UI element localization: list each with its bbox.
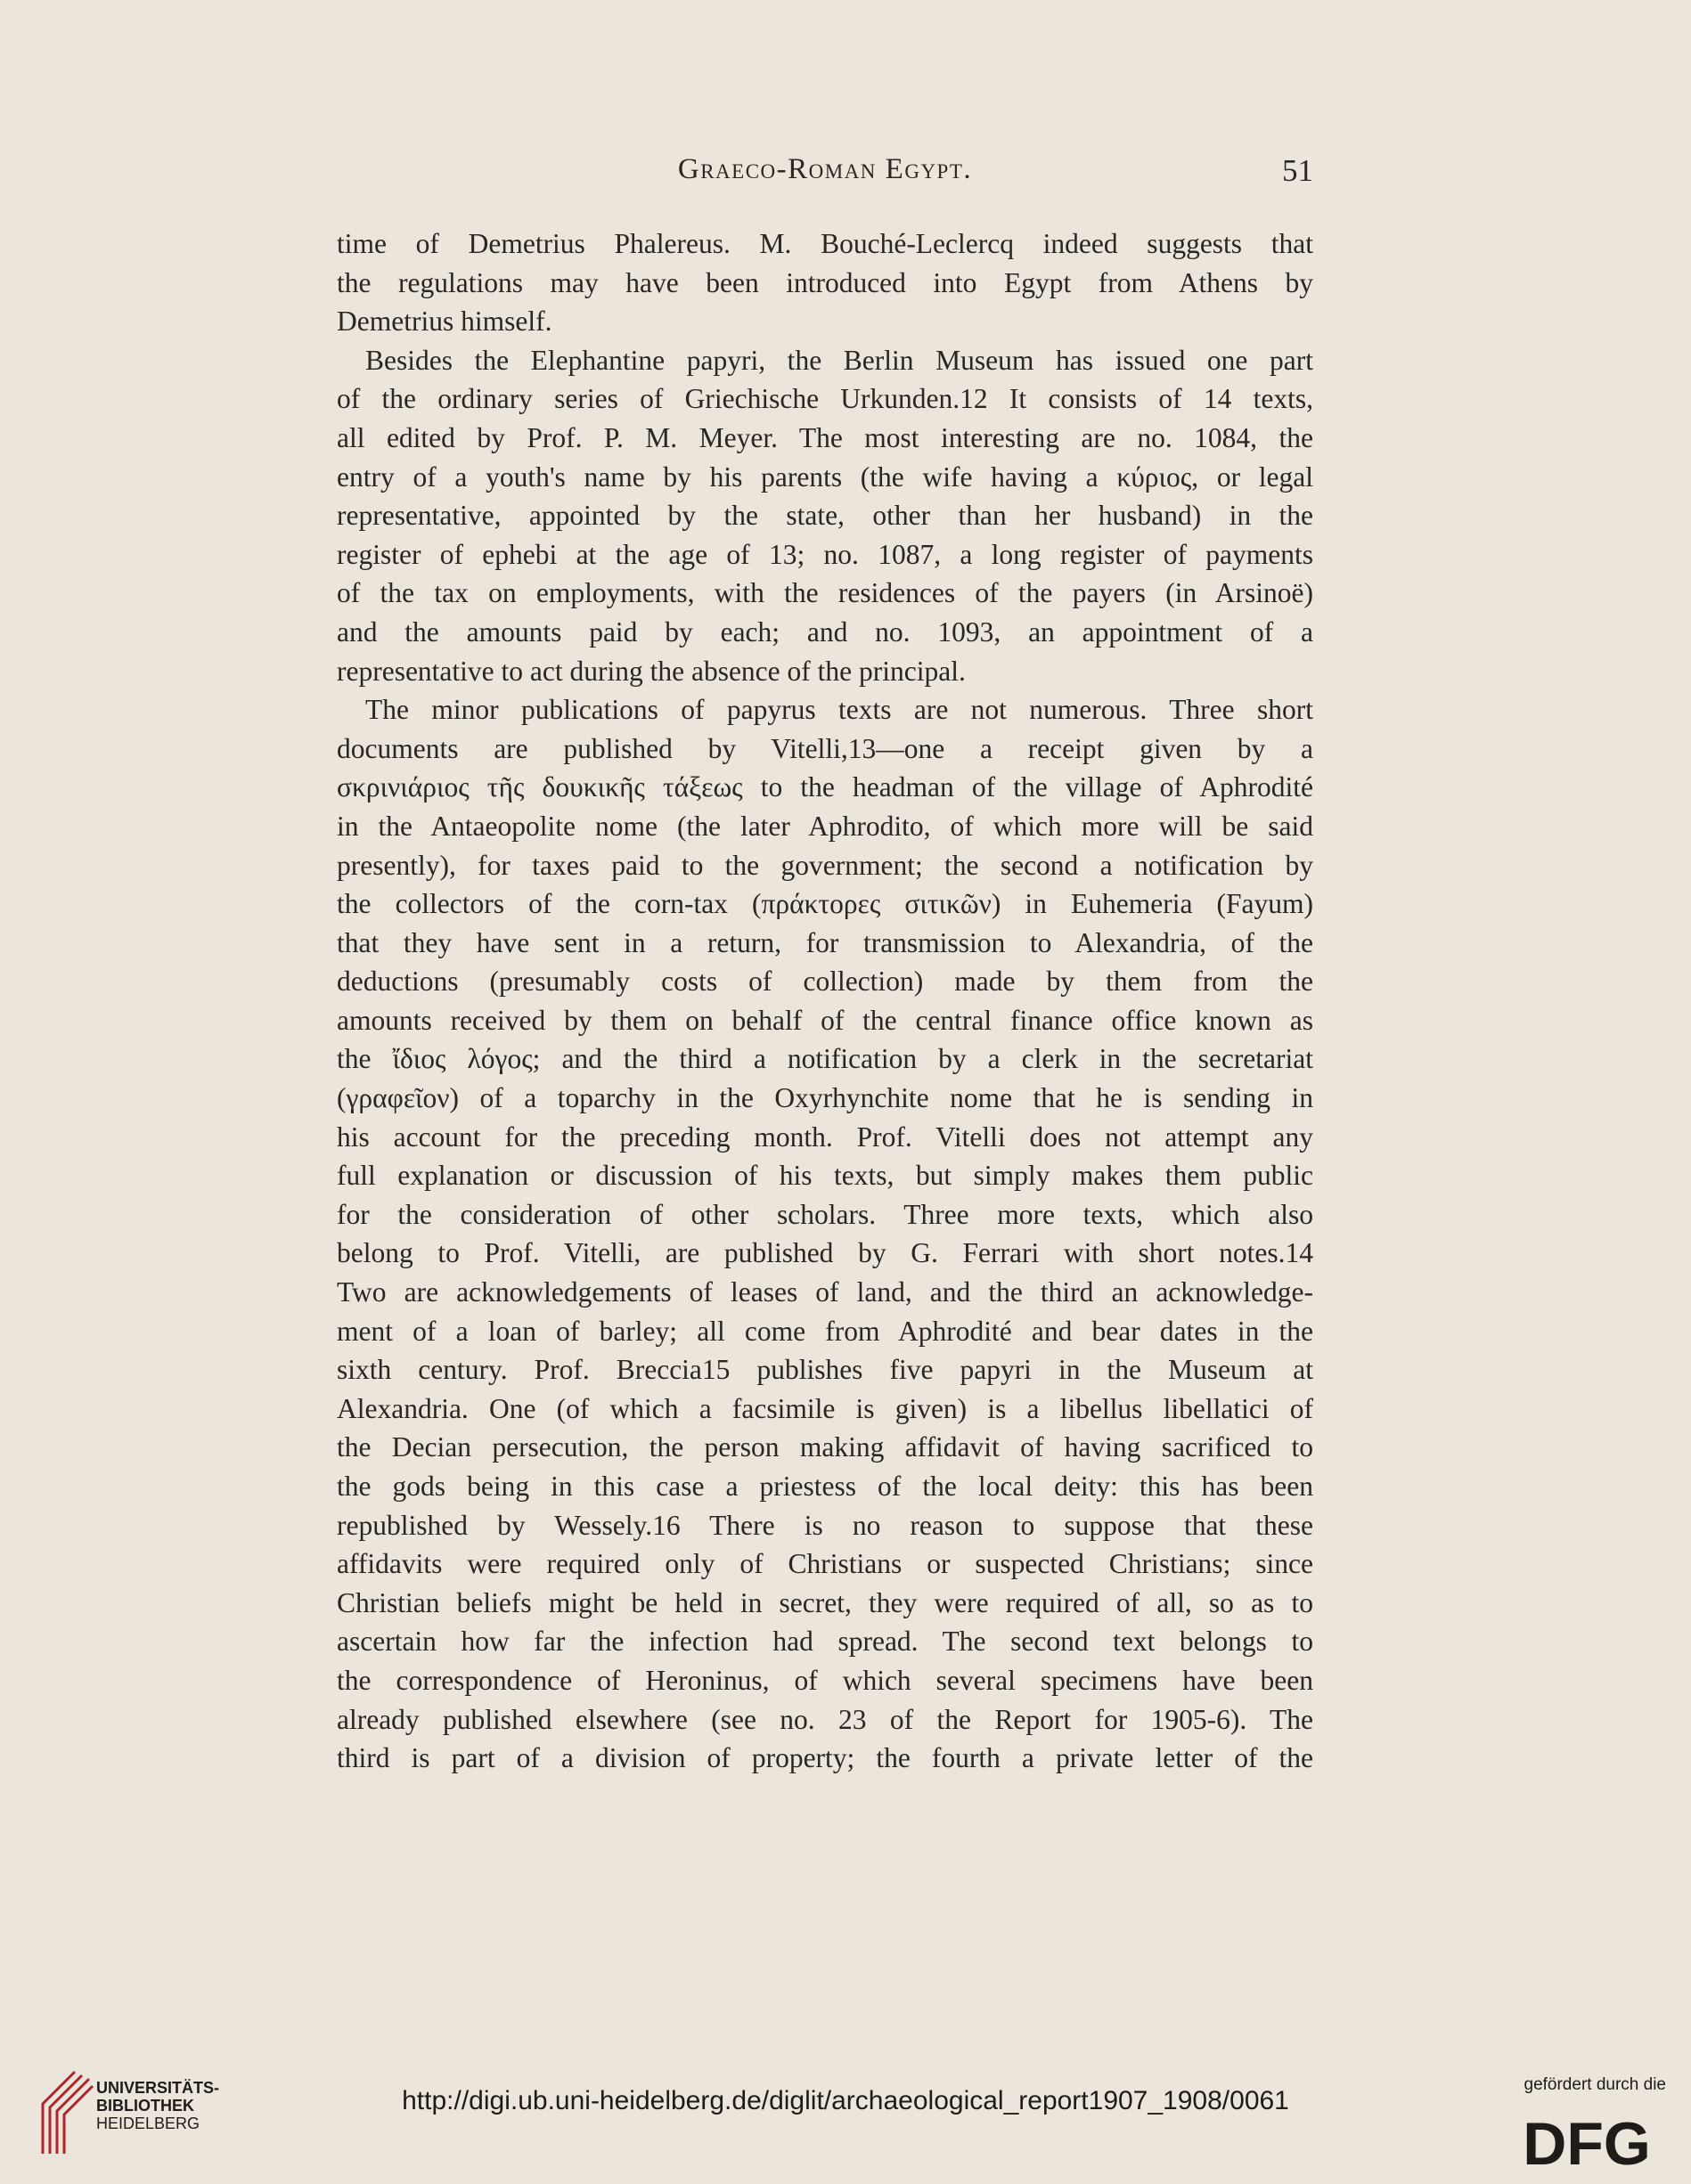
text-line: affidavits were required only of Christians or suspected Christians; since	[337, 1548, 1313, 1580]
text-line: sixth century. Prof. Breccia15 publishes five papyri in the Museum at	[337, 1354, 1313, 1386]
text-line: amounts received by them on behalf of the central finance office known as	[337, 1004, 1313, 1036]
text-line: deductions (presumably costs of collection) made by them from the	[337, 966, 1313, 998]
text-line: register of ephebi at the age of 13; no. 1087, a long register of payments	[337, 538, 1313, 570]
text-line: that they have sent in a return, for transmission to Alexandria, of the	[337, 926, 1313, 958]
text-line: documents are published by Vitelli,13—one a receipt given by a	[337, 732, 1313, 764]
digitization-footer	[0, 2049, 1691, 2184]
text-line: entry of a youth's name by his parents (the wife having a κύριος, or legal	[337, 460, 1313, 493]
dfg-logo-icon	[1507, 2111, 1666, 2170]
text-line: ascertain how far the infection had spread. The second text belongs to	[337, 1626, 1313, 1658]
library-name-line: HEIDELBERG	[96, 2115, 200, 2132]
text-line: and the amounts paid by each; and no. 1093, an appointment of a	[337, 615, 1313, 648]
text-line: time of Demetrius Phalereus. M. Bouché-Leclercq indeed suggests that	[337, 228, 1313, 259]
text-line: Besides the Elephantine papyri, the Berlin Museum has issued one part	[365, 344, 1313, 376]
text-line: belong to Prof. Vitelli, are published by G. Ferrari with short notes.14	[337, 1237, 1313, 1269]
text-line: Two are acknowledgements of leases of land, and the third an acknowledge-	[337, 1276, 1313, 1308]
library-name-line: UNIVERSITÄTS-	[96, 2079, 220, 2097]
text-line: the Decian persecution, the person making affidavit of having sacrificed to	[337, 1431, 1313, 1463]
text-line: representative to act during the absence of the principal.	[337, 655, 966, 687]
text-line: third is part of a division of property; the fourth a private letter of the	[337, 1742, 1313, 1774]
text-line: of the tax on employments, with the residences of the payers (in Arsinoë)	[337, 577, 1313, 609]
body-text	[337, 224, 1313, 1778]
dfg-logo-text: DFG	[1523, 2111, 1651, 2170]
text-line: (γραφεῖον) of a toparchy in the Oxyrhynchite nome that he is sending in	[337, 1082, 1313, 1114]
text-line: Christian beliefs might be held in secret, they were required of all, so as to	[337, 1586, 1313, 1618]
text-line: for the consideration of other scholars. Three more texts, which also	[337, 1198, 1313, 1230]
funding-label: gefördert durch die	[1524, 2075, 1666, 2094]
text-line: The minor publications of papyrus texts are not numerous. Three short	[365, 694, 1313, 726]
text-line: ment of a loan of barley; all come from Aphrodité and bear dates in the	[337, 1315, 1313, 1347]
text-line: the gods being in this case a priestess of the local deity: this has been	[337, 1471, 1313, 1502]
text-line: the correspondence of Heroninus, of which several specimens have been	[337, 1664, 1313, 1696]
running-head	[337, 153, 1313, 203]
text-line: presently), for taxes paid to the government; the second a notification by	[337, 849, 1313, 881]
running-title: Graeco-Roman Egypt.	[677, 153, 973, 185]
text-line: already published elsewhere (see no. 23 of the Report for 1905-6). The	[337, 1703, 1313, 1735]
page-number: 51	[1282, 153, 1313, 188]
text-line: full explanation or discussion of his texts, but simply makes them public	[337, 1160, 1313, 1192]
text-line: representative, appointed by the state, other than her husband) in the	[337, 500, 1313, 532]
text-line: in the Antaeopolite nome (the later Aphrodito, of which more will be said	[337, 810, 1313, 842]
text-line: the regulations may have been introduced into Egypt from Athens by	[337, 266, 1313, 298]
source-url-link[interactable]: http://digi.ub.uni-heidelberg.de/diglit/archaeological_report1907_1908/0061	[402, 2086, 1289, 2115]
library-name-line: BIBLIOTHEK	[96, 2097, 194, 2115]
text-line: republished by Wessely.16 There is no reason to suppose that these	[337, 1509, 1313, 1541]
text-line: of the ordinary series of Griechische Urkunden.12 It consists of 14 texts,	[337, 383, 1313, 415]
text-line: his account for the preceding month. Prof. Vitelli does not attempt any	[337, 1121, 1313, 1153]
text-line: Alexandria. One (of which a facsimile is given) is a libellus libellatici of	[337, 1392, 1313, 1424]
text-line: the ἴδιος λόγος; and the third a notification by a clerk in the secretariat	[337, 1043, 1313, 1075]
text-line: the collectors of the corn-tax (πράκτορες σιτικῶν) in Euhemeria (Fayum)	[337, 888, 1313, 920]
text-line: Demetrius himself.	[337, 306, 552, 338]
text-line: σκρινιάριος τῆς δουκικῆς τάξεως to the headman of the village of Aphrodité	[337, 771, 1313, 803]
text-line: all edited by Prof. P. M. Meyer. The most interesting are no. 1084, the	[337, 421, 1313, 453]
